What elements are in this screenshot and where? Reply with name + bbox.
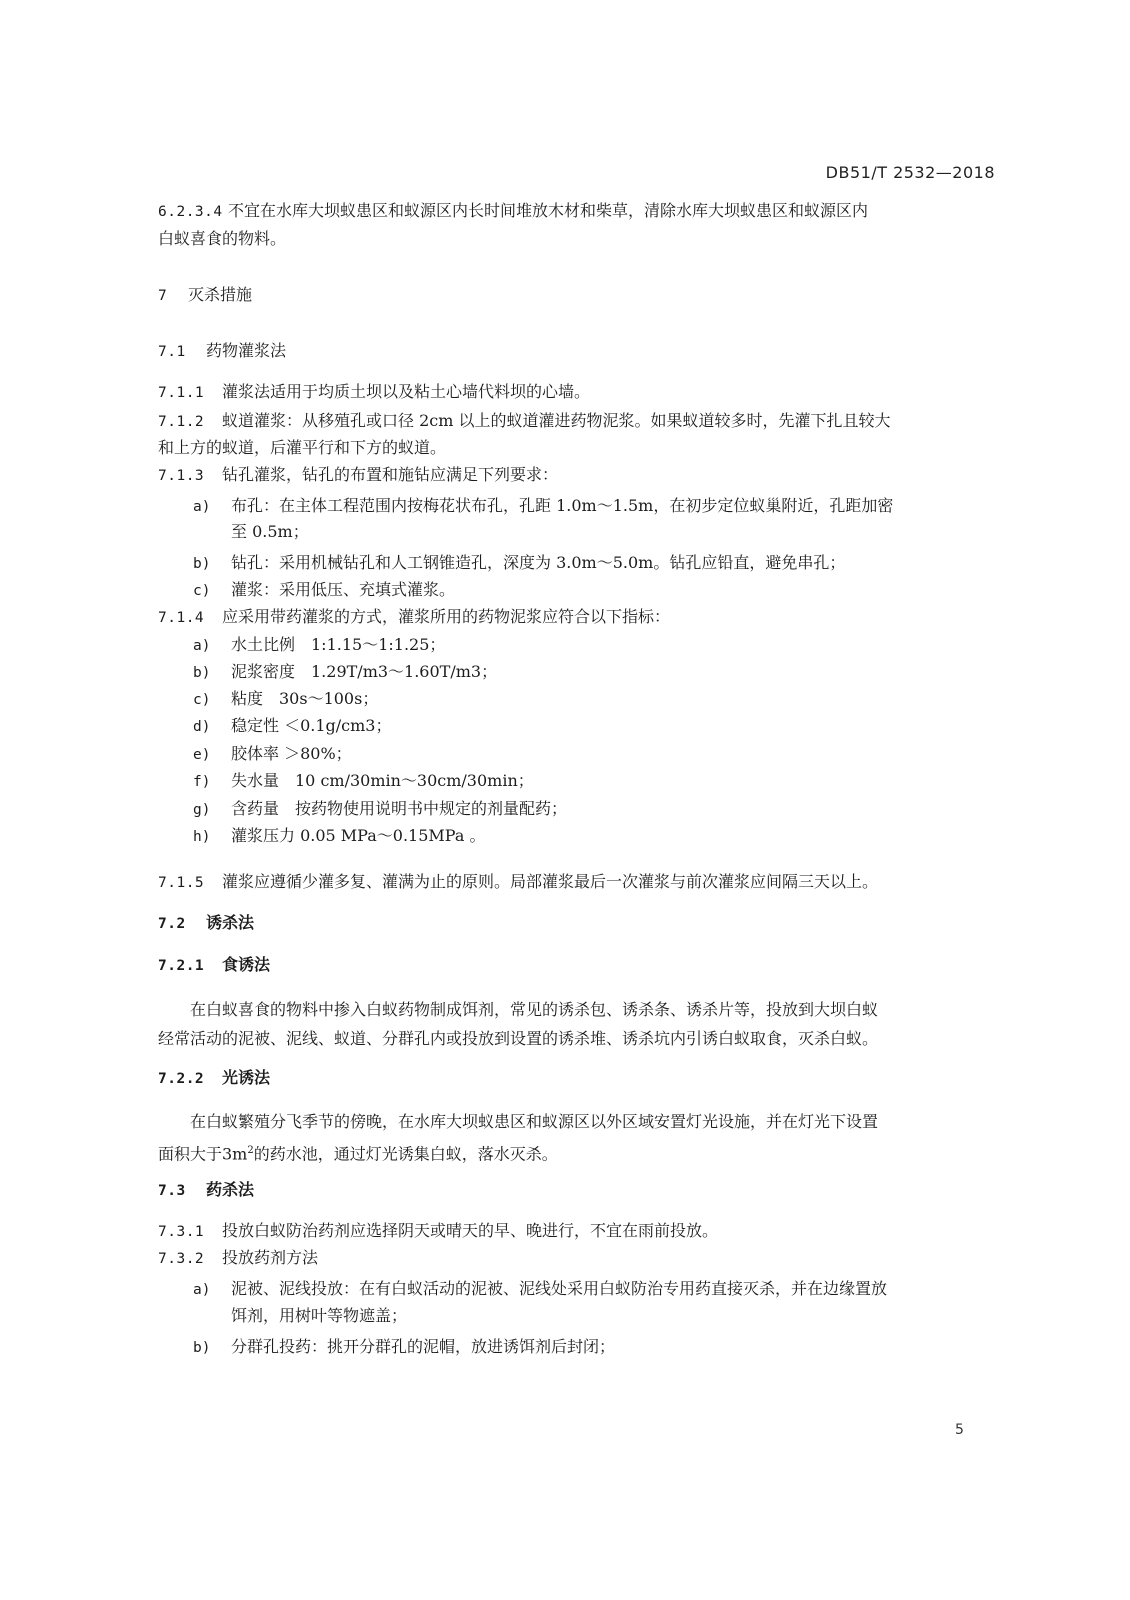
- list-text: 灌浆：采用低压、充填式灌浆。: [231, 580, 456, 599]
- list-item: [193, 826, 485, 847]
- superscript: 2: [247, 1145, 254, 1156]
- list-item: [193, 553, 845, 574]
- list-letter: b): [193, 556, 211, 572]
- list-letter: c): [193, 692, 211, 708]
- section-7-3-heading: [158, 1180, 254, 1201]
- list-letter: b): [193, 1340, 211, 1356]
- section-title: 药杀法: [206, 1180, 255, 1199]
- clause-text: 钻孔灌浆，钻孔的布置和施钻应满足下列要求：: [222, 465, 559, 484]
- section-7-1-heading: [158, 341, 286, 362]
- section-number: 7.2.2: [158, 1071, 205, 1087]
- section-title: 光诱法: [222, 1068, 271, 1087]
- list-text: 灌浆压力 0.05 MPa～0.15MPa 。: [231, 826, 486, 845]
- clause-text: 灌浆应遵循少灌多复、灌满为止的原则。局部灌浆最后一次灌浆与前次灌浆应间隔三天以上。: [222, 872, 879, 891]
- list-text: 布孔：在主体工程范围内按梅花状布孔，孔距 1.0m～1.5m，在初步定位蚁巢附近，孔距加密: [231, 496, 894, 515]
- list-text: 含药量 按药物使用说明书中规定的剂量配药；: [231, 799, 568, 818]
- section-number: 7: [158, 288, 168, 304]
- paragraph-text: 经常活动的泥被、泥线、蚁道、分群孔内或投放到设置的诱杀堆、诱杀坑内引诱白蚁取食，灭杀白蚁。: [158, 1029, 879, 1048]
- clause-number: 7.1.2: [158, 414, 205, 430]
- list-text: 稳定性 ＜0.1g/cm3；: [231, 716, 392, 735]
- paragraph-text: 的药水池，通过灯光诱集白蚁，落水灭杀。: [253, 1144, 558, 1164]
- clause-7-1-3: [158, 465, 558, 486]
- section-7-2-heading: [158, 913, 254, 934]
- paragraph-cont: [158, 1029, 878, 1049]
- list-letter: g): [193, 802, 211, 818]
- section-title: 诱杀法: [206, 913, 255, 932]
- section-title: 食诱法: [222, 955, 271, 974]
- section-title: 药物灌浆法: [206, 341, 287, 360]
- section-title: 灭杀措施: [188, 285, 253, 304]
- clause-7-1-5: [158, 872, 878, 893]
- list-letter: a): [193, 638, 211, 654]
- list-letter: b): [193, 665, 211, 681]
- section-7-heading: [158, 285, 252, 306]
- list-text: 钻孔：采用机械钻孔和人工钢锥造孔，深度为 3.0m～5.0m。钻孔应铅直，避免串孔；: [231, 553, 846, 572]
- clause-number: 7.3.1: [158, 1224, 205, 1240]
- clause-number: 7.1.1: [158, 385, 205, 401]
- paragraph: [190, 1112, 878, 1132]
- clause-6-2-3-4: [158, 201, 868, 222]
- list-text: 泥浆密度 1.29T/m3～1.60T/m3；: [231, 662, 498, 681]
- list-text: 至 0.5m；: [231, 522, 309, 541]
- paragraph: [190, 1000, 878, 1020]
- list-text: 饵剂，用树叶等物遮盖；: [231, 1306, 408, 1325]
- list-item: [193, 799, 567, 820]
- clause-number: 6.2.3.4: [158, 204, 223, 220]
- list-item: [193, 580, 455, 601]
- section-number: 7.2: [158, 916, 186, 932]
- list-letter: e): [193, 747, 211, 763]
- list-letter: d): [193, 719, 211, 735]
- list-letter: c): [193, 583, 211, 599]
- section-7-2-1-heading: [158, 955, 270, 976]
- list-item: [193, 689, 378, 710]
- clause-7-3-2: [158, 1248, 318, 1269]
- clause-number: 7.1.4: [158, 610, 205, 626]
- section-number: 7.1: [158, 344, 186, 360]
- clause-6-2-3-4-cont: [158, 229, 286, 249]
- list-letter: f): [193, 774, 211, 790]
- section-7-2-2-heading: [158, 1068, 270, 1089]
- list-item: [193, 716, 391, 737]
- list-item: [193, 771, 534, 792]
- section-number: 7.3: [158, 1183, 186, 1199]
- list-text: 失水量 10 cm/30min～30cm/30min；: [231, 771, 534, 790]
- list-item-cont: [231, 522, 309, 542]
- list-text: 胶体率 ＞80%；: [231, 744, 352, 763]
- list-item: [193, 496, 893, 517]
- list-item-cont: [231, 1306, 407, 1326]
- paragraph-text: 在白蚁繁殖分飞季节的傍晚，在水库大坝蚁患区和蚁源区以外区域安置灯光设施，并在灯光下设置: [190, 1112, 879, 1131]
- paragraph-cont: [158, 1141, 558, 1164]
- clause-7-1-2: [158, 411, 891, 432]
- list-letter: a): [193, 1282, 211, 1298]
- clause-text: 白蚁喜食的物料。: [158, 229, 287, 248]
- clause-number: 7.3.2: [158, 1251, 205, 1267]
- clause-text: 应采用带药灌浆的方式，灌浆所用的药物泥浆应符合以下指标：: [222, 607, 671, 626]
- clause-number: 7.1.5: [158, 875, 205, 891]
- clause-7-3-1: [158, 1221, 718, 1242]
- section-number: 7.2.1: [158, 958, 205, 974]
- list-text: 泥被、泥线投放：在有白蚁活动的泥被、泥线处采用白蚁防治专用药直接灭杀，并在边缘置放: [231, 1279, 888, 1298]
- list-item: [193, 1337, 615, 1358]
- list-item: [193, 635, 445, 656]
- clause-7-1-1: [158, 382, 590, 403]
- standard-code: DB51/T 2532—2018: [825, 163, 995, 182]
- list-letter: h): [193, 829, 211, 845]
- list-text: 分群孔投药：挑开分群孔的泥帽，放进诱饵剂后封闭；: [231, 1337, 616, 1356]
- list-text: 粘度 30s～100s；: [231, 689, 379, 708]
- list-item: [193, 744, 352, 765]
- clause-text: 蚁道灌浆：从移殖孔或口径 2cm 以上的蚁道灌进药物泥浆。如果蚁道较多时，先灌下扎且较大: [222, 411, 891, 430]
- clause-text: 灌浆法适用于均质土坝以及粘土心墙代料坝的心墙。: [222, 382, 591, 401]
- page-number: 5: [955, 1422, 964, 1438]
- clause-text: 投放白蚁防治药剂应选择阴天或晴天的早、晚进行，不宜在雨前投放。: [222, 1221, 719, 1240]
- clause-text: 和上方的蚁道，后灌平行和下方的蚁道。: [158, 438, 447, 457]
- clause-7-1-4: [158, 607, 670, 628]
- clause-text: 不宜在水库大坝蚁患区和蚁源区内长时间堆放木材和柴草，清除水库大坝蚁患区和蚁源区内: [228, 201, 869, 220]
- list-item: [193, 1279, 887, 1300]
- paragraph-text: 在白蚁喜食的物料中掺入白蚁药物制成饵剂，常见的诱杀包、诱杀条、诱杀片等，投放到大坝白蚁: [190, 1000, 879, 1019]
- list-text: 水土比例 1:1.15～1:1.25；: [231, 635, 446, 654]
- clause-text: 投放药剂方法: [222, 1248, 319, 1267]
- list-item: [193, 662, 497, 683]
- clause-7-1-2-cont: [158, 438, 446, 458]
- paragraph-text: 面积大于3m: [158, 1144, 248, 1164]
- clause-number: 7.1.3: [158, 468, 205, 484]
- list-letter: a): [193, 499, 211, 515]
